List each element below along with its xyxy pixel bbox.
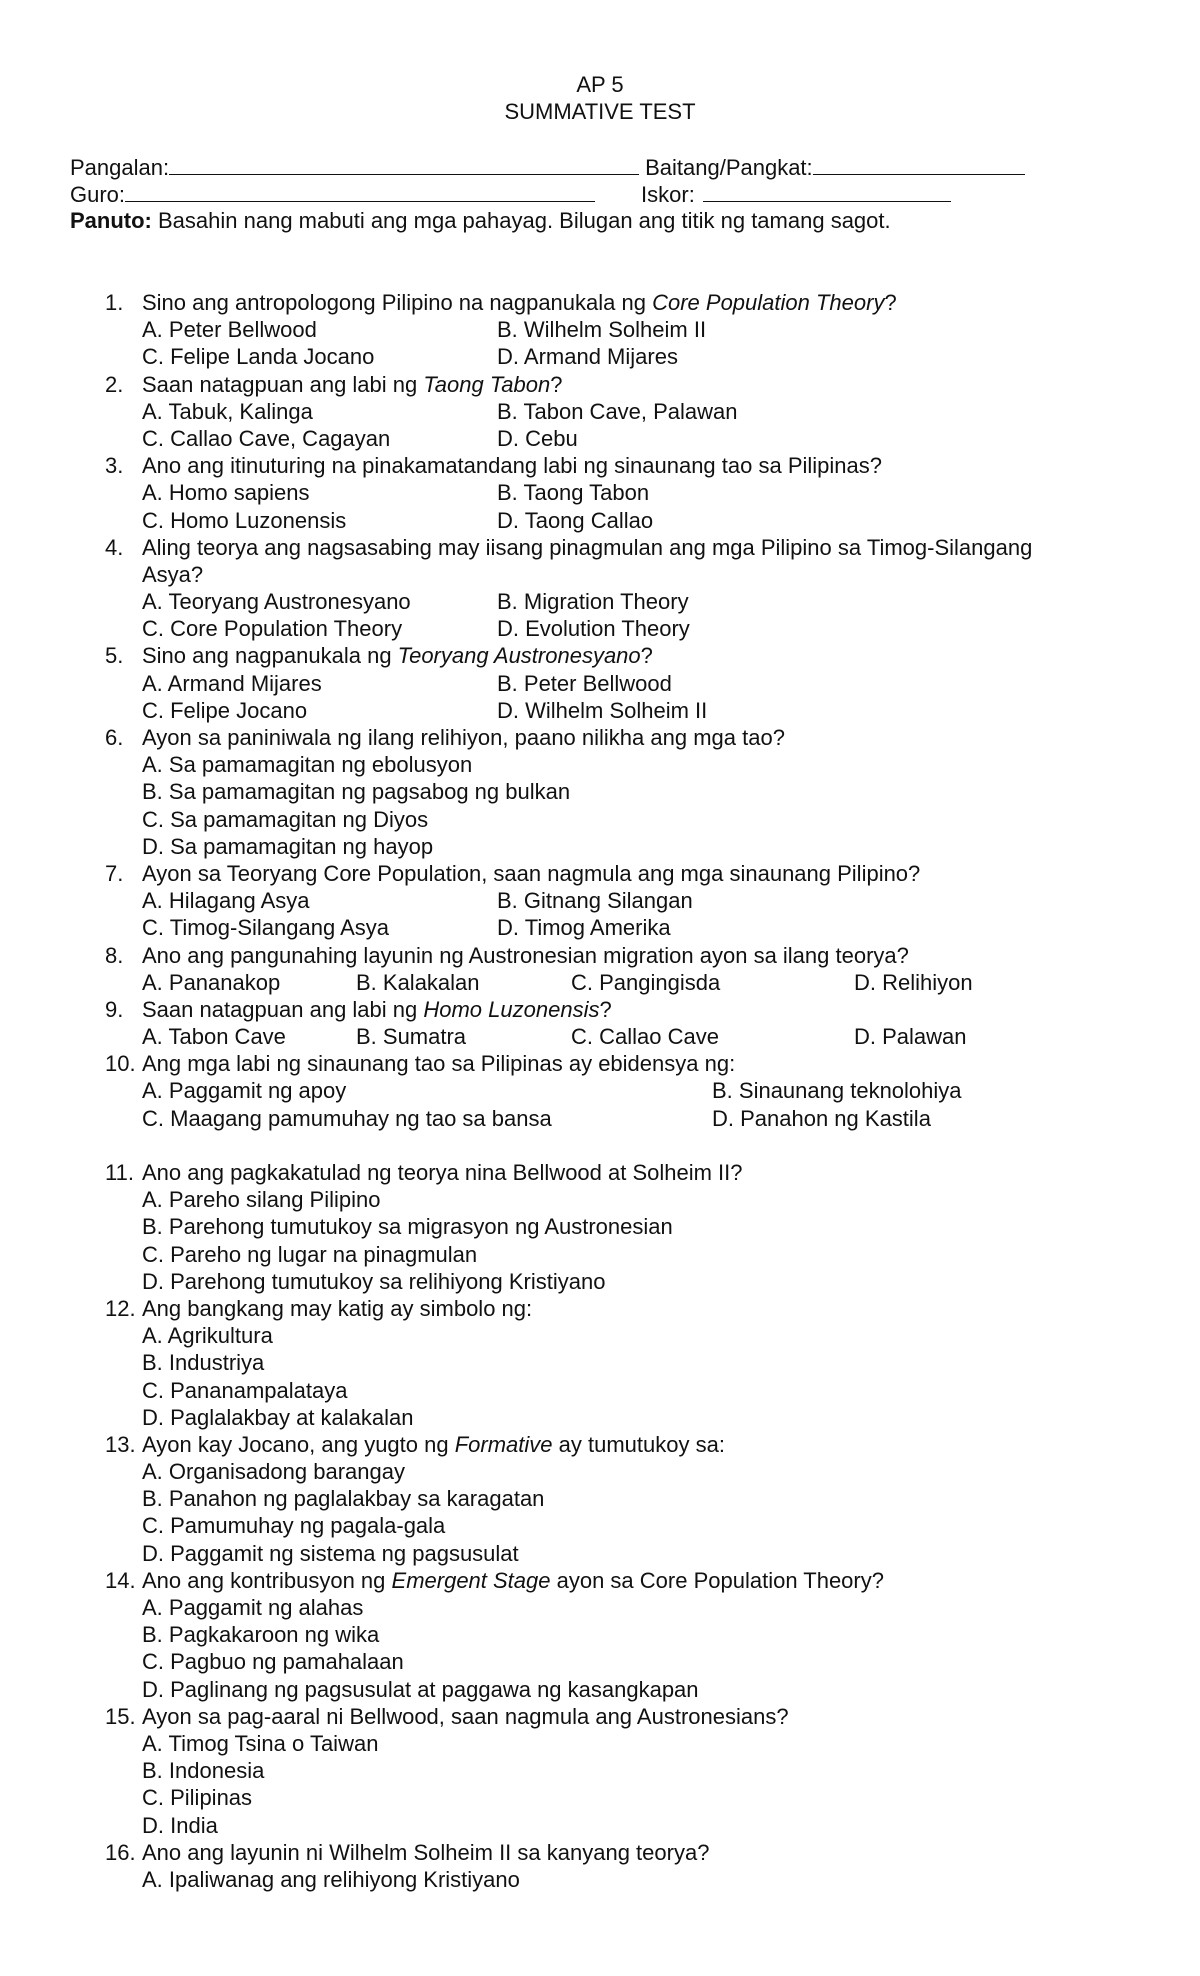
answer-option[interactable]: D. Cebu: [497, 425, 578, 451]
answer-row: [0, 1186, 1200, 1213]
answer-row: [0, 806, 1200, 833]
question-gap: [0, 1132, 1200, 1159]
answer-row: [0, 1023, 1200, 1050]
answer-option[interactable]: C. Pareho ng lugar na pinagmulan: [142, 1241, 478, 1267]
answer-option[interactable]: C. Pagbuo ng pamahalaan: [142, 1649, 404, 1675]
answer-row: [0, 914, 1200, 941]
answer-option[interactable]: B. Wilhelm Solheim II: [497, 317, 707, 343]
question-line: [0, 452, 1200, 479]
answer-option[interactable]: D. Timog Amerika: [497, 915, 671, 941]
answer-option[interactable]: B. Sinaunang teknolohiya: [712, 1078, 962, 1104]
answer-row: [0, 1268, 1200, 1295]
answer-option[interactable]: C. Pangingisda: [571, 969, 721, 995]
answer-row: [0, 1621, 1200, 1648]
answer-row: [0, 1322, 1200, 1349]
question-line: [0, 1839, 1200, 1866]
answer-option[interactable]: A. Sa pamamagitan ng ebolusyon: [142, 752, 473, 778]
answer-option[interactable]: D. Paglinang ng pagsusulat at paggawa ng kasangkapan: [142, 1676, 699, 1702]
answer-row: [0, 887, 1200, 914]
question-line: [0, 371, 1200, 398]
answer-row: [0, 670, 1200, 697]
answer-option[interactable]: B. Pagkakaroon ng wika: [142, 1622, 380, 1648]
answer-row: [0, 425, 1200, 452]
answer-option[interactable]: A. Homo sapiens: [142, 480, 310, 506]
question-number: 3.: [105, 453, 124, 479]
answer-option[interactable]: D. Parehong tumutukoy sa relihiyong Kristiyano: [142, 1268, 606, 1294]
answer-row: [0, 1757, 1200, 1784]
question-number: 2.: [105, 371, 124, 397]
question-line-continued: [0, 561, 1200, 588]
answer-option[interactable]: B. Tabon Cave, Palawan: [497, 398, 738, 424]
answer-option[interactable]: B. Panahon ng paglalakbay sa karagatan: [142, 1486, 545, 1512]
answer-option[interactable]: C. Callao Cave: [571, 1024, 719, 1050]
answer-row: [0, 398, 1200, 425]
question-line: [0, 860, 1200, 887]
question-line: [0, 996, 1200, 1023]
question-list: [0, 289, 1200, 1893]
answer-row: [0, 697, 1200, 724]
answer-option[interactable]: C. Core Population Theory: [142, 616, 403, 642]
answer-row: [0, 1784, 1200, 1811]
question-line: [0, 942, 1200, 969]
answer-option[interactable]: A. Tabon Cave: [142, 1024, 286, 1050]
answer-option[interactable]: D. Panahon ng Kastila: [712, 1105, 931, 1131]
question-line: [0, 1159, 1200, 1186]
question-number: 8.: [105, 942, 124, 968]
answer-row: [0, 343, 1200, 370]
question-text: Ayon sa pag-aaral ni Bellwood, saan nagmula ang Austronesians?: [142, 1703, 789, 1729]
answer-option[interactable]: A. Paggamit ng apoy: [142, 1078, 347, 1104]
answer-option[interactable]: D. Wilhelm Solheim II: [497, 697, 708, 723]
question-emphasis: Homo Luzonensis: [423, 996, 600, 1022]
answer-row: [0, 1676, 1200, 1703]
question-number: 6.: [105, 725, 124, 750]
answer-row: [0, 969, 1200, 996]
question-emphasis: Core Population Theory: [652, 290, 885, 315]
answer-option[interactable]: D. Armand Mijares: [497, 344, 678, 370]
question-line: [0, 289, 1200, 316]
answer-row: [0, 316, 1200, 343]
question-number: 9.: [105, 996, 124, 1022]
answer-option[interactable]: D. Taong Callao: [497, 507, 654, 533]
instructions: [70, 208, 891, 234]
question-text: Ayon sa Teoryang Core Population, saan nagmula ang mga sinaunang Pilipino?: [142, 860, 921, 886]
question-text-continued: Asya?: [142, 561, 204, 587]
question-text: Ano ang kontribusyon ng Emergent Stage ayon sa Core Population Theory?: [142, 1567, 884, 1593]
answer-option[interactable]: B. Migration Theory: [497, 589, 689, 615]
question-number: 13.: [105, 1431, 136, 1457]
question-text: Ano ang itinuturing na pinakamatandang labi ng sinaunang tao sa Pilipinas?: [142, 453, 882, 479]
question-line: [0, 1567, 1200, 1594]
score-blank[interactable]: [703, 181, 951, 202]
question-text: Sino ang nagpanukala ng Teoryang Austronesyano?: [142, 643, 653, 669]
name-label: Pangalan:: [70, 155, 170, 180]
answer-option[interactable]: C. Felipe Jocano: [142, 697, 308, 723]
answer-row: [0, 1512, 1200, 1539]
question-line: [0, 1431, 1200, 1458]
question-number: 14.: [105, 1567, 136, 1593]
question-line: [0, 642, 1200, 669]
question-number: 12.: [105, 1295, 136, 1321]
test-title: SUMMATIVE TEST: [504, 99, 696, 124]
answer-option[interactable]: C. Callao Cave, Cagayan: [142, 425, 391, 451]
question-text: Ano ang pangunahing layunin ng Austronesian migration ayon sa ilang teorya?: [142, 942, 909, 968]
answer-option[interactable]: C. Pamumuhay ng pagala-gala: [142, 1513, 446, 1539]
answer-option[interactable]: C. Maagang pamumuhay ng tao sa bansa: [142, 1105, 552, 1131]
instructions-text: Basahin nang mabuti ang mga pahayag. Bilugan ang titik ng tamang sagot.: [151, 208, 891, 233]
answer-row: [0, 1730, 1200, 1757]
answer-option[interactable]: B. Parehong tumutukoy sa migrasyon ng Austronesian: [142, 1214, 673, 1240]
question-number: 15.: [105, 1703, 136, 1729]
question-text: Saan natagpuan ang labi ng Homo Luzonensis?: [142, 996, 612, 1022]
teacher-label: Guro:: [70, 182, 126, 207]
question-text: Ang bangkang may katig ay simbolo ng:: [142, 1295, 533, 1321]
answer-row: [0, 778, 1200, 805]
question-number: 4.: [105, 534, 124, 560]
answer-option[interactable]: D. Paglalakbay at kalakalan: [142, 1404, 414, 1430]
answer-option[interactable]: D. Relihiyon: [854, 969, 973, 995]
subject-heading: AP 5: [576, 72, 624, 97]
answer-option[interactable]: D. Paggamit ng sistema ng pagsusulat: [142, 1540, 519, 1566]
answer-option[interactable]: A. Timog Tsina o Taiwan: [142, 1730, 379, 1756]
answer-option[interactable]: C. Felipe Landa Jocano: [142, 344, 375, 370]
question-text: Aling teorya ang nagsasabing may iisang pinagmulan ang mga Pilipino sa Timog-Silangang: [142, 534, 1033, 560]
question-line: [0, 534, 1200, 561]
answer-option[interactable]: A. Hilagang Asya: [142, 888, 310, 914]
answer-option[interactable]: C. Sa pamamagitan ng Diyos: [142, 806, 429, 832]
answer-option[interactable]: C. Pananampalataya: [142, 1377, 348, 1403]
answer-option[interactable]: D. Palawan: [854, 1024, 967, 1050]
answer-option[interactable]: A. Agrikultura: [142, 1323, 273, 1349]
answer-option[interactable]: D. Evolution Theory: [497, 616, 690, 642]
answer-row: [0, 751, 1200, 778]
answer-option[interactable]: A. Pananakop: [142, 969, 281, 995]
answer-option[interactable]: B. Taong Tabon: [497, 480, 650, 506]
answer-option[interactable]: A. Peter Bellwood: [142, 317, 317, 343]
teacher-score-row: [70, 181, 951, 208]
answer-option[interactable]: B. Sa pamamagitan ng pagsabog ng bulkan: [142, 779, 571, 805]
question-number: 10.: [105, 1051, 136, 1077]
answer-option[interactable]: A. Organisadong barangay: [142, 1459, 405, 1485]
question-number: 7.: [105, 860, 124, 886]
question-line: [0, 724, 1200, 751]
answer-option[interactable]: A. Pareho silang Pilipino: [142, 1187, 381, 1213]
question-number: 1.: [105, 290, 124, 315]
question-number: 5.: [105, 643, 124, 669]
question-number: 11.: [105, 1160, 134, 1185]
answer-option[interactable]: C. Homo Luzonensis: [142, 507, 347, 533]
answer-option[interactable]: C. Timog-Silangang Asya: [142, 915, 390, 941]
name-blank[interactable]: [169, 154, 639, 175]
question-number: 16.: [105, 1839, 136, 1865]
answer-row: [0, 833, 1200, 860]
teacher-blank[interactable]: [125, 181, 595, 202]
question-line: [0, 1295, 1200, 1322]
question-line: [0, 1703, 1200, 1730]
answer-row: [0, 1213, 1200, 1240]
answer-option[interactable]: B. Sumatra: [356, 1024, 467, 1050]
answer-row: [0, 588, 1200, 615]
answer-row: [0, 507, 1200, 534]
answer-option[interactable]: A. Tabuk, Kalinga: [142, 398, 313, 424]
answer-row: [0, 1404, 1200, 1431]
question-text: Ano ang layunin ni Wilhelm Solheim II sa kanyang teorya?: [142, 1839, 710, 1865]
answer-row: [0, 1458, 1200, 1485]
answer-option[interactable]: B. Indonesia: [142, 1758, 265, 1784]
question-text: Sino ang antropologong Pilipino na nagpanukala ng Core Population Theory?: [142, 290, 897, 315]
question-emphasis: Taong Tabon: [423, 371, 551, 397]
question-text: Saan natagpuan ang labi ng Taong Tabon?: [142, 371, 563, 397]
answer-option[interactable]: B. Kalakalan: [356, 969, 480, 995]
answer-row: [0, 1377, 1200, 1404]
answer-option[interactable]: A. Paggamit ng alahas: [142, 1595, 364, 1620]
instructions-label: Panuto:: [70, 208, 152, 233]
grade-blank[interactable]: [813, 154, 1025, 175]
answer-option[interactable]: C. Pilipinas: [142, 1785, 253, 1811]
grade-label: Baitang/Pangkat:: [645, 155, 813, 180]
question-emphasis: Teoryang Austronesyano: [397, 643, 641, 669]
answer-option[interactable]: B. Industriya: [142, 1350, 265, 1376]
question-emphasis: Formative: [454, 1431, 553, 1457]
question-line: [0, 1050, 1200, 1077]
answer-row: [0, 1540, 1200, 1567]
answer-row: [0, 1077, 1200, 1104]
answer-row: [0, 1812, 1200, 1839]
answer-row: [0, 479, 1200, 506]
answer-row: [0, 1349, 1200, 1376]
score-label: Iskor:: [641, 182, 695, 207]
answer-row: [0, 1594, 1200, 1621]
answer-row: [0, 1105, 1200, 1132]
answer-option[interactable]: A. Armand Mijares: [142, 670, 322, 696]
answer-option[interactable]: A. Ipaliwanag ang relihiyong Kristiyano: [142, 1866, 520, 1892]
question-text: Ayon sa paniniwala ng ilang relihiyon, paano nilikha ang mga tao?: [142, 725, 785, 750]
answer-option[interactable]: D. Sa pamamagitan ng hayop: [142, 833, 434, 859]
answer-row: [0, 615, 1200, 642]
question-text: Ang mga labi ng sinaunang tao sa Pilipinas ay ebidensya ng:: [142, 1051, 736, 1077]
answer-option[interactable]: B. Gitnang Silangan: [497, 888, 693, 914]
answer-row: [0, 1648, 1200, 1675]
answer-option[interactable]: B. Peter Bellwood: [497, 670, 672, 696]
answer-option[interactable]: A. Teoryang Austronesyano: [142, 589, 411, 615]
answer-row: [0, 1866, 1200, 1893]
question-text: Ayon kay Jocano, ang yugto ng Formative ay tumutukoy sa:: [142, 1431, 725, 1457]
name-grade-row: [70, 154, 1025, 181]
answer-option[interactable]: D. India: [142, 1812, 218, 1838]
question-emphasis: Emergent Stage: [391, 1567, 551, 1593]
answer-row: [0, 1485, 1200, 1512]
question-text: Ano ang pagkakatulad ng teorya nina Bellwood at Solheim II?: [142, 1160, 743, 1185]
answer-row: [0, 1241, 1200, 1268]
